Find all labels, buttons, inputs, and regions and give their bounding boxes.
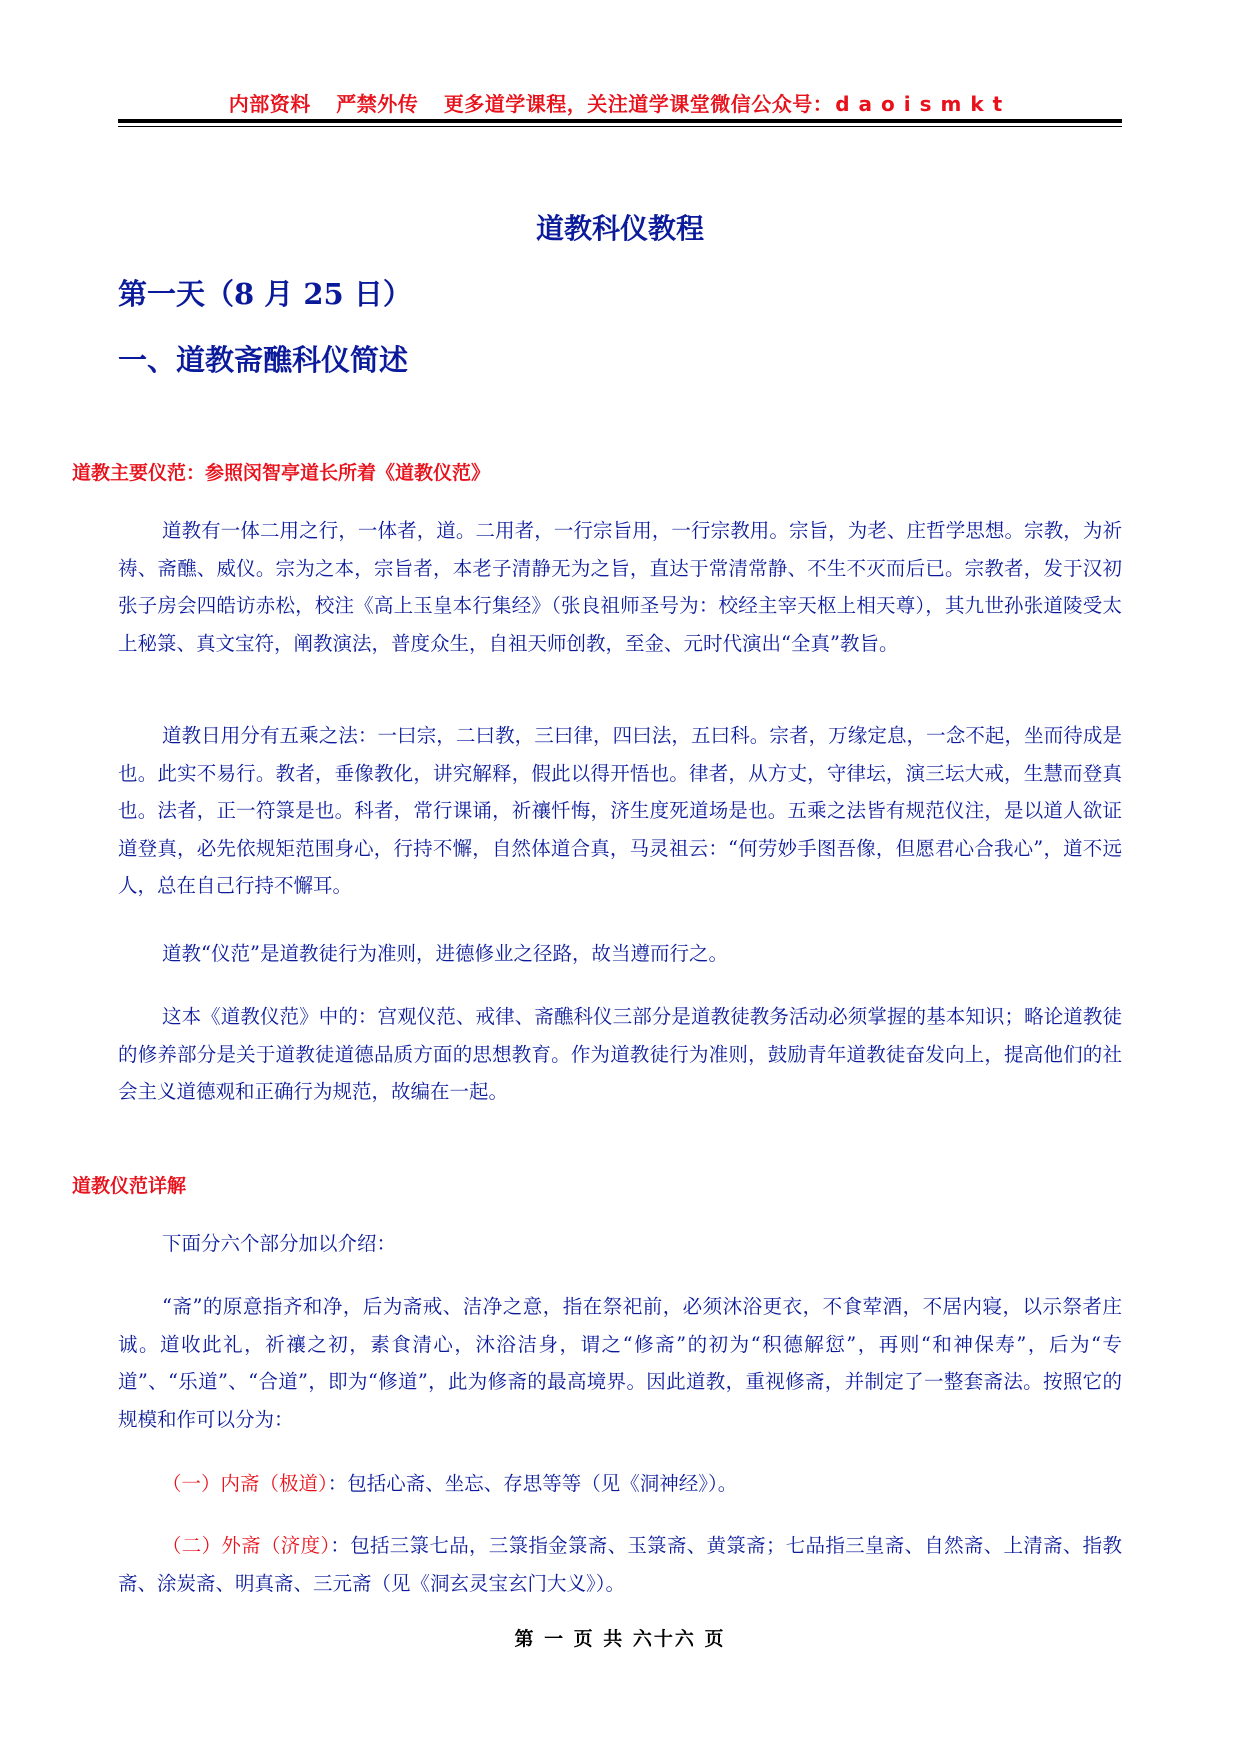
list-item-label: （一）内斋（极道） (162, 1472, 328, 1495)
paragraph: 道教有一体二用之行，一体者，道。二用者，一行宗旨用，一行宗教用。宗旨，为老、庄哲学思想。宗教，为祈祷、斋醮、威仪。宗为之本，宗旨者，本老子清静无为之旨，直达于常清常静、不生不灭而后已。宗教者，发于汉初张子房会四皓访赤松，校注《高上玉皇本行集经》（张良祖师圣号为：校经主宰天枢上相天尊），其九世孙张道陵受太上秘箓、真文宝符，阐教演法，普度众生，自祖天师创教，至金、元时代演出“全真”教旨。 (118, 519, 1122, 655)
label-main-norms: 道教主要仪范：参照闵智亭道长所着《道教仪范》 (72, 462, 491, 484)
paragraph: 这本《道教仪范》中的：宫观仪范、戒律、斋醮科仪三部分是道教徒教务活动必须掌握的基本知识；略论道教徒的修养部分是关于道教徒道德品质方面的思想教育。作为道教徒行为准则，鼓励青年道教徒奋发向上，提高他们的社会主义道德观和正确行为规范，故编在一起。 (118, 1005, 1122, 1103)
paragraph: 下面分六个部分加以介绍： (162, 1232, 397, 1255)
paragraph: 道教日用分有五乘之法：一曰宗，二曰教，三曰律，四曰法，五曰科。宗者，万缘定息，一念不起，坐而待成是也。此实不易行。教者，垂像教化，讲究解释，假此以得开悟也。律者，从方丈，守律坛，演三坛大戒，生慧而登真也。法者，正一符箓是也。科者，常行课诵，祈禳忏悔，济生度死道场是也。五乘之法皆有规范仪注，是以道人欲证道登真，必先依规矩范围身心，行持不懈，自然体道合真，马灵祖云：“何劳妙手图吾像，但愿君心合我心”，道不远人，总在自己行持不懈耳。 (118, 724, 1122, 897)
document-title: 道教科仪教程 (535, 212, 704, 245)
page-footer: 第 一 页 共 六十六 页 (514, 1628, 726, 1650)
paragraph: “斋”的原意指齐和净，后为斋戒、洁净之意，指在祭祀前，必须沐浴更衣，不食荤酒，不居内寝，以示祭者庄诚。道收此礼，祈禳之初，素食清心，沐浴洁身，谓之“修斋”的初为“积德解愆”，再则“和神保寿”，后为“专道”、“乐道”、“合道”，即为“修道”，此为修斋的最高境界。因此道教，重视修斋，并制定了一整套斋法。按照它的规模和作可以分为： (118, 1295, 1122, 1431)
list-item (118, 1465, 1122, 1503)
header-rule-thin (118, 126, 1122, 127)
label-norms-detail: 道教仪范详解 (72, 1175, 187, 1197)
header-no-share: 严禁外传 (336, 92, 419, 116)
day-heading: 第一天（8 月 25 日） (118, 277, 412, 311)
page-header (118, 88, 1122, 117)
header-wechat-id: daoismkt (835, 92, 1012, 116)
header-more-courses: 更多道学课程，关注道学课堂微信公众号： (443, 92, 834, 116)
list-item-label: （二）外斋（济度） (162, 1534, 331, 1557)
paragraph: 道教“仪范”是道教徒行为准则，进德修业之径路，故当遵而行之。 (162, 942, 728, 965)
header-rule-thick (118, 119, 1122, 123)
list-item (118, 1527, 1122, 1602)
section-heading: 一、道教斋醮科仪简述 (118, 343, 409, 377)
header-internal: 内部资料 (228, 92, 311, 116)
list-item-text: ：包括心斋、坐忘、存思等等（见《洞神经》）。 (327, 1472, 738, 1495)
list-item-text: ：包括三箓七品，三箓指金箓斋、玉箓斋、黄箓斋；七品指三皇斋、自然斋、上清斋、指教斋、涂炭斋、明真斋、三元斋（见《洞玄灵宝玄门大义》）。 (118, 1534, 1122, 1595)
